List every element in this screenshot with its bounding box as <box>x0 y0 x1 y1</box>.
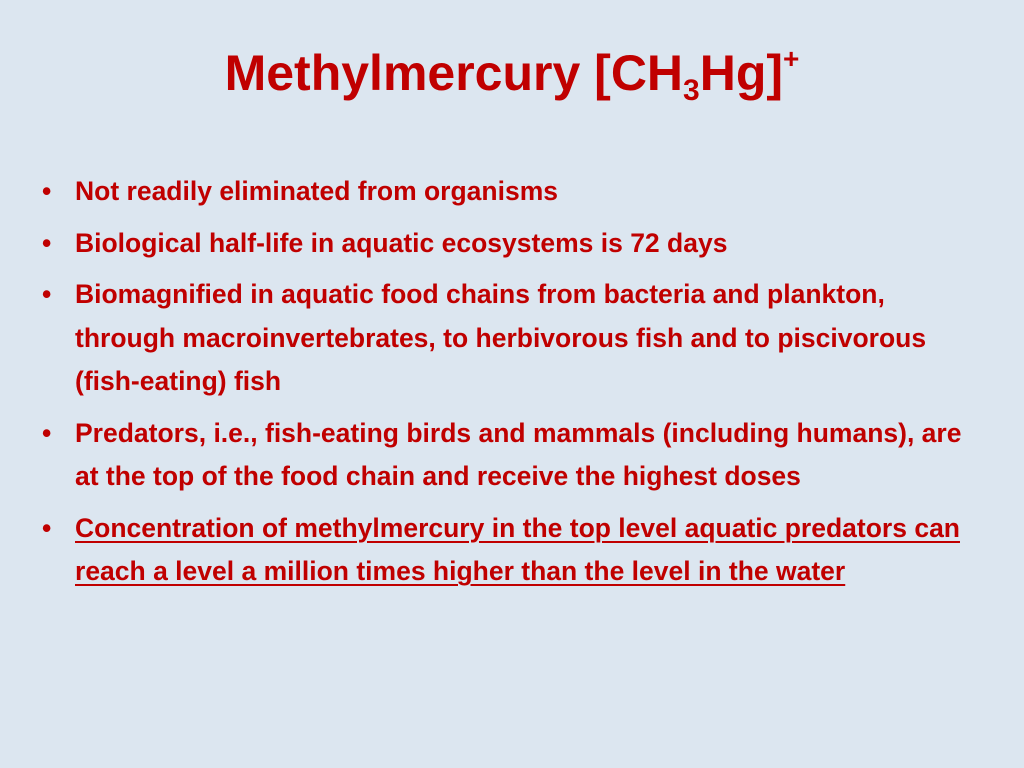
bullet-icon: • <box>42 176 52 206</box>
bullet-item <box>42 412 982 499</box>
bullet-list <box>42 170 982 602</box>
title-superscript: + <box>783 43 800 74</box>
title-mid: Hg] <box>699 45 784 101</box>
bullet-text: Biomagnified in aquatic food chains from bacteria and plankton, through macroinvertebrates, to herbivorous fish and to piscivorous (fish-eating) fish <box>75 279 927 396</box>
bullet-icon: • <box>42 417 52 448</box>
bullet-icon: • <box>42 279 52 309</box>
bullet-icon: • <box>42 512 52 543</box>
bullet-text: Predators, i.e., fish-eating birds and mammals (including humans), are at the top of the food chain and receive the highest doses <box>75 417 962 491</box>
bullet-icon: • <box>42 227 52 258</box>
bullet-text-underlined: Concentration of methylmercury in the top level aquatic predators can reach a level a million times higher than the level in the water <box>75 512 960 586</box>
bullet-text: Biological half-life in aquatic ecosystems is 72 days <box>75 227 728 258</box>
bullet-item <box>42 222 982 266</box>
bullet-text: Not readily eliminated from organisms <box>75 176 559 206</box>
bullet-item <box>42 273 982 404</box>
title-main: Methylmercury [CH <box>224 45 684 101</box>
bullet-item <box>42 170 982 214</box>
title-subscript: 3 <box>683 74 700 107</box>
slide-title <box>0 42 1024 107</box>
bullet-item <box>42 507 982 594</box>
